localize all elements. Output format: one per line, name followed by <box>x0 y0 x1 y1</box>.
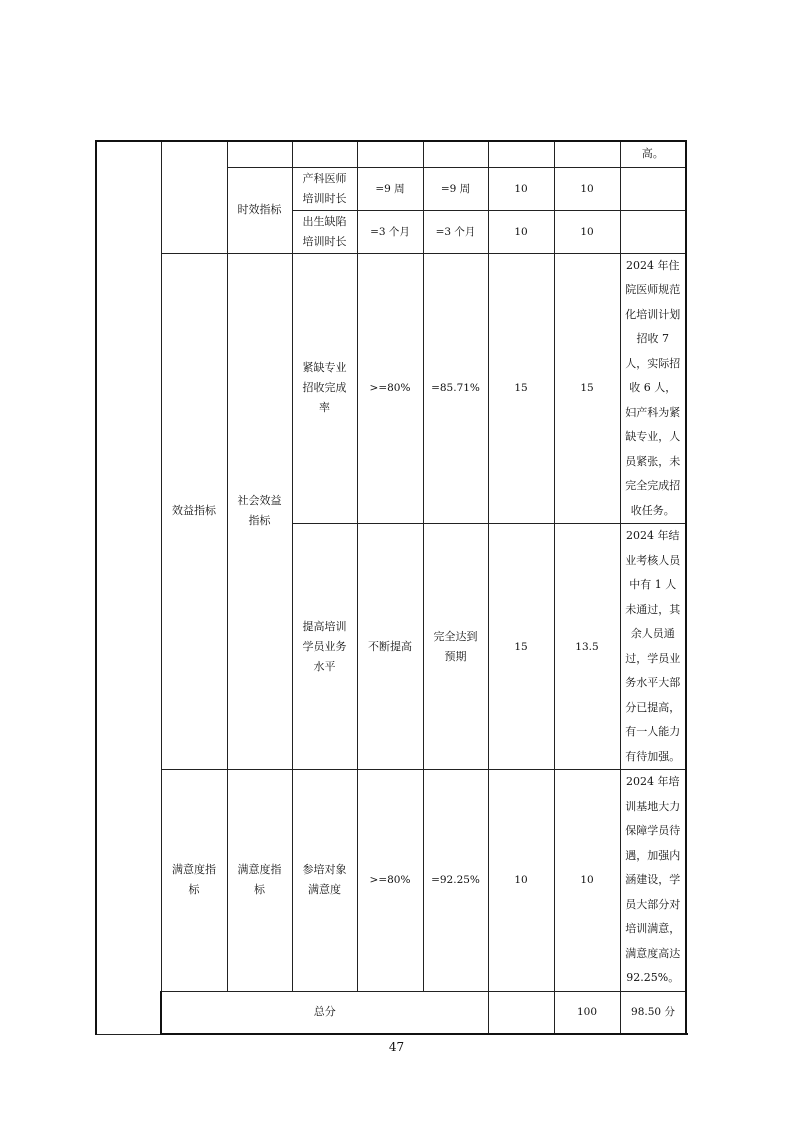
weight-cell: 10 <box>488 770 554 992</box>
satisfaction-subcategory-cell: 满意度指标 <box>227 770 292 992</box>
actual-cell: =92.25% <box>423 770 488 992</box>
table-row <box>96 141 686 167</box>
performance-table <box>95 140 687 1035</box>
indicator-cell: 提高培训学员业务水平 <box>292 524 357 770</box>
note-cell: 高。 <box>620 141 686 167</box>
second-level-indicator-cell <box>161 141 227 253</box>
note-cell: 2024 年培训基地大力保障学员待遇，加强内涵建设，学员大部分对培训满意，满意度高达 92.25%。 <box>620 770 686 992</box>
table-row <box>96 770 686 992</box>
actual-cell: 完全达到预期 <box>423 524 488 770</box>
score-cell: 10 <box>554 770 620 992</box>
indicator-cell: 紧缺专业招收完成率 <box>292 253 357 524</box>
timeliness-category-cell: 时效指标 <box>227 167 292 253</box>
page-number: 47 <box>388 1040 405 1054</box>
target-cell: >=80% <box>357 770 423 992</box>
score-cell: 15 <box>554 253 620 524</box>
target-cell: >=80% <box>357 253 423 524</box>
target-cell <box>357 141 423 167</box>
target-cell: =3 个月 <box>357 210 423 253</box>
social-benefit-subcategory-cell: 社会效益指标 <box>227 253 292 770</box>
indicator-cell: 出生缺陷培训时长 <box>292 210 357 253</box>
total-empty-cell <box>488 991 554 1034</box>
benefit-category-cell: 效益指标 <box>161 253 227 770</box>
target-cell: =9 周 <box>357 167 423 210</box>
actual-cell: =85.71% <box>423 253 488 524</box>
total-score-cell: 98.50 分 <box>620 991 686 1034</box>
weight-cell: 15 <box>488 253 554 524</box>
score-cell: 10 <box>554 167 620 210</box>
note-cell <box>620 210 686 253</box>
note-cell: 2024 年结业考核人员中有 1 人未通过，其余人员通过，学员业务水平大部分已提高，有一人能力有待加强。 <box>620 524 686 770</box>
third-level-indicator-cell <box>227 141 292 167</box>
target-cell: 不断提高 <box>357 524 423 770</box>
table-row <box>96 253 686 524</box>
total-row <box>96 991 686 1034</box>
weight-cell <box>488 141 554 167</box>
actual-cell: =3 个月 <box>423 210 488 253</box>
weight-cell: 10 <box>488 210 554 253</box>
actual-cell: =9 周 <box>423 167 488 210</box>
weight-cell: 10 <box>488 167 554 210</box>
total-label-cell: 总分 <box>161 991 488 1034</box>
score-cell <box>554 141 620 167</box>
satisfaction-category-cell: 满意度指标 <box>161 770 227 992</box>
indicator-cell: 产科医师培训时长 <box>292 167 357 210</box>
score-cell: 13.5 <box>554 524 620 770</box>
first-level-indicator-cell <box>96 141 161 1034</box>
actual-cell <box>423 141 488 167</box>
note-cell: 2024 年住院医师规范化培训计划招收 7 人，实际招收 6 人，妇产科为紧缺专业，人员紧张，未完全完成招收任务。 <box>620 253 686 524</box>
total-weight-cell: 100 <box>554 991 620 1034</box>
indicator-cell: 参培对象满意度 <box>292 770 357 992</box>
indicator-cell <box>292 141 357 167</box>
note-cell <box>620 167 686 210</box>
score-cell: 10 <box>554 210 620 253</box>
weight-cell: 15 <box>488 524 554 770</box>
